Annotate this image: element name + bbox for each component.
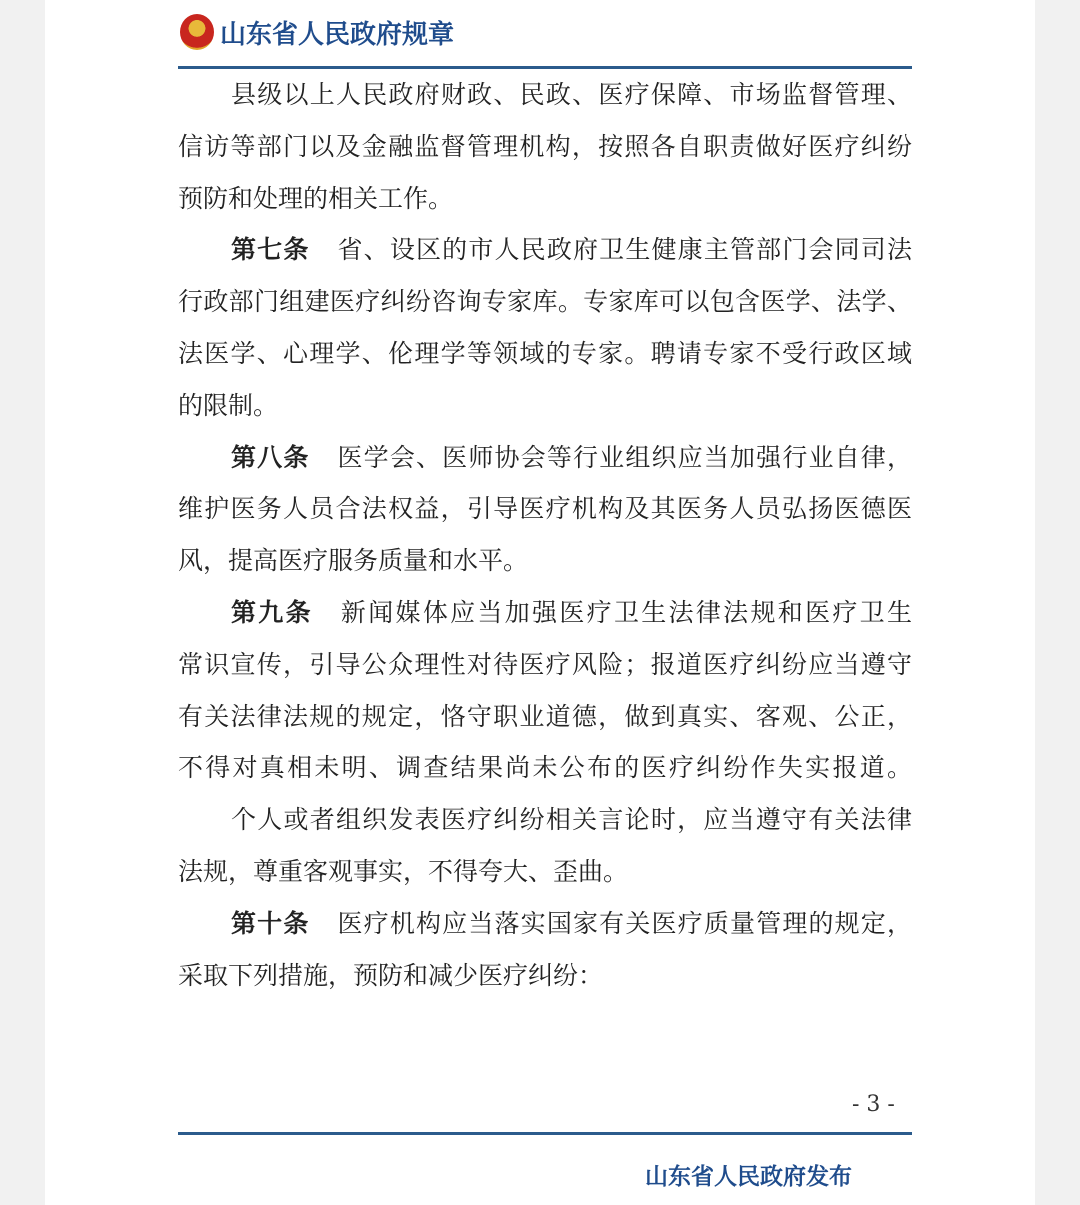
document-body (178, 69, 912, 1001)
text-line: 常识宣传，引导公众理性对待医疗风险；报道医疗纠纷应当遵守 (178, 649, 912, 679)
article-8-line (178, 432, 912, 484)
text-line: 有关法律法规的规定，恪守职业道德，做到真实、客观、公正， (178, 701, 912, 731)
article-heading: 第十条 (231, 908, 310, 938)
text-line: 不得对真相未明、调查结果尚未公布的医疗纠纷作失实报道。 (178, 753, 912, 783)
text-line: 个人或者组织发表医疗纠纷相关言论时，应当遵守有关法律 (231, 805, 912, 835)
national-emblem-icon (180, 14, 214, 50)
text-line: 维护医务人员合法权益，引导医疗机构及其医务人员弘扬医德医 (178, 494, 912, 524)
footer-publisher: 山东省人民政府发布 (645, 1164, 852, 1190)
article-10-line (178, 898, 912, 950)
text-line: 预防和处理的相关工作。 (178, 183, 454, 213)
text-line: 新闻媒体应当加强医疗卫生法律法规和医疗卫生 (340, 597, 912, 627)
text-line: 医疗机构应当落实国家有关医疗质量管理的规定， (337, 908, 912, 938)
article-heading: 第七条 (231, 235, 310, 265)
article-heading: 第九条 (231, 597, 313, 627)
text-line: 省、设区的市人民政府卫生健康主管部门会同司法 (337, 235, 912, 265)
text-line: 法规，尊重客观事实，不得夸大、歪曲。 (178, 856, 629, 886)
article-9-line (178, 587, 912, 639)
text-line: 信访等部门以及金融监督管理机构，按照各自职责做好医疗纠纷 (178, 131, 912, 161)
text-line: 风，提高医疗服务质量和水平。 (178, 546, 529, 576)
text-line: 县级以上人民政府财政、民政、医疗保障、市场监督管理、 (231, 80, 912, 109)
header-title: 山东省人民政府规章 (220, 19, 455, 50)
article-7-line (178, 224, 912, 276)
article-heading: 第八条 (231, 442, 310, 472)
text-line: 行政部门组建医疗纠纷咨询专家库。专家库可以包含医学、法学、 (178, 287, 912, 317)
text-line: 医学会、医师协会等行业组织应当加强行业自律， (337, 442, 912, 472)
document-header (180, 12, 454, 52)
page-number: - 3 - (852, 1092, 895, 1117)
text-line: 的限制。 (178, 390, 279, 420)
text-line: 法医学、心理学、伦理学等领域的专家。聘请专家不受行政区域 (178, 338, 912, 368)
text-line: 采取下列措施，预防和减少医疗纠纷： (178, 960, 604, 990)
footer-rule (178, 1132, 912, 1135)
